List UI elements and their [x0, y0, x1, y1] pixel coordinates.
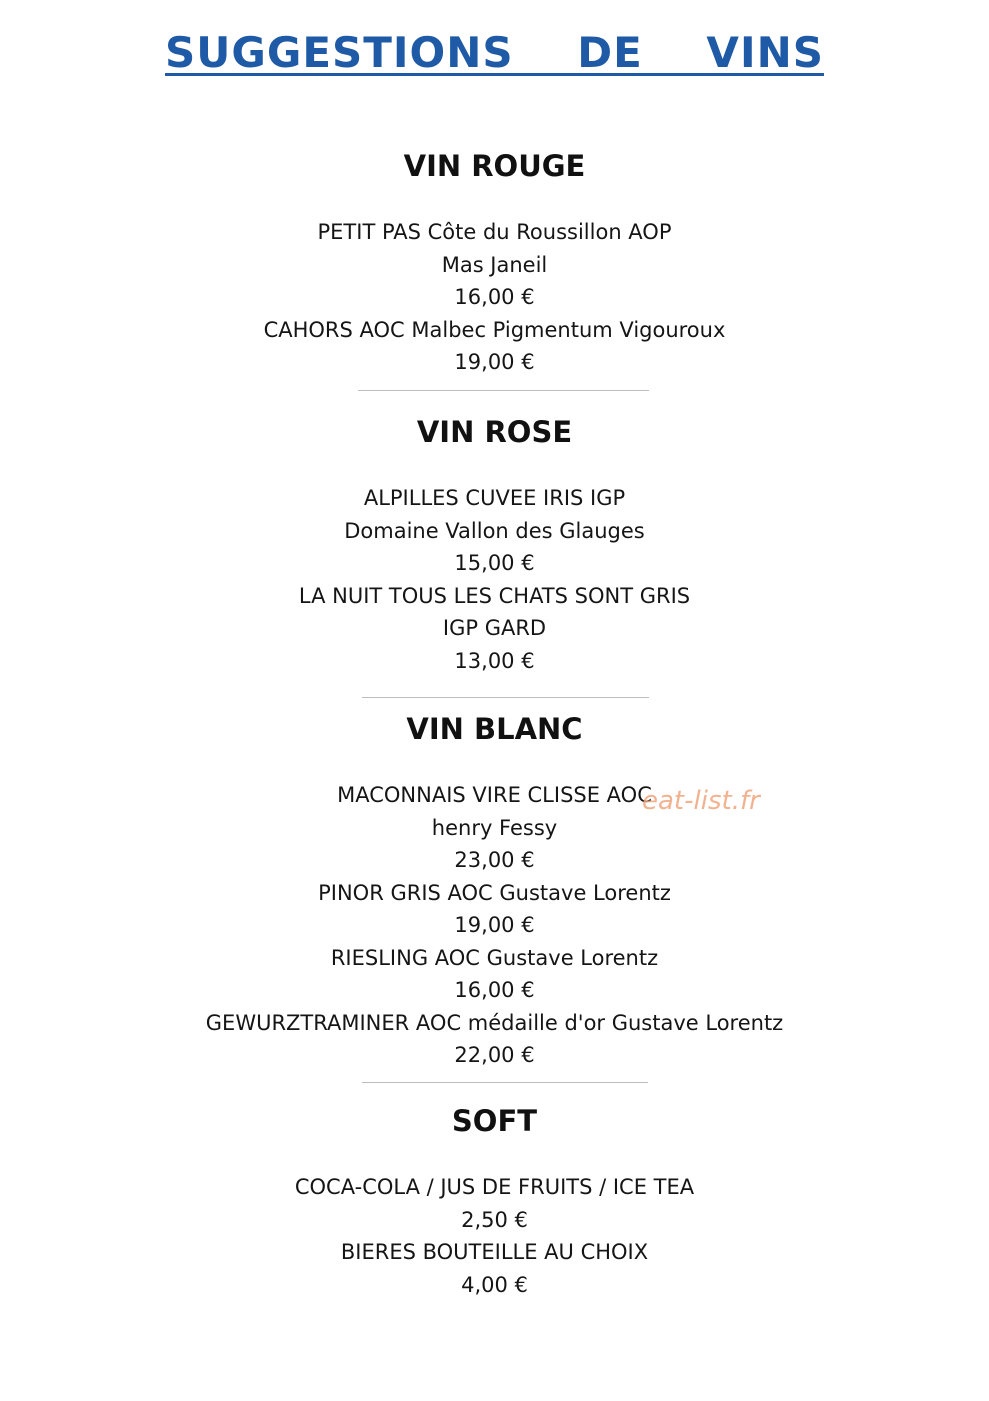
watermark: eat-list.fr: [642, 786, 760, 816]
section-vin-blanc: [0, 711, 989, 1072]
section-title: VIN ROUGE: [403, 149, 586, 183]
wine-name: MACONNAIS VIRE CLISSE AOC: [337, 783, 652, 807]
wine-producer: henry Fessy: [431, 815, 558, 840]
section-vin-rouge: [0, 148, 989, 379]
wine-price: 16,00 €: [454, 285, 535, 309]
wine-name: RIESLING AOC Gustave Lorentz: [330, 945, 659, 970]
section-vin-rose: [0, 414, 989, 677]
drink-price: 4,00 €: [461, 1272, 528, 1297]
wine-name: PINOR GRIS AOC Gustave Lorentz: [318, 880, 671, 905]
wine-price: 13,00 €: [454, 648, 535, 673]
section-title: SOFT: [451, 1104, 538, 1138]
drink-name: BIERES BOUTEILLE AU CHOIX: [340, 1240, 649, 1264]
wine-price: 22,00 €: [454, 1043, 535, 1067]
wine-name: LA NUIT TOUS LES CHATS SONT GRIS: [298, 583, 691, 608]
wine-price: 16,00 €: [454, 978, 535, 1002]
section-divider: [362, 697, 649, 698]
page-title: SUGGESTIONS DE VINS: [165, 28, 824, 77]
wine-producer: IGP GARD: [442, 616, 547, 640]
wine-price: 19,00 €: [454, 913, 535, 937]
section-title: VIN BLANC: [406, 712, 583, 746]
wine-name: GEWURZTRAMINER AOC médaille d'or Gustave Lorentz: [205, 1010, 784, 1035]
drink-name: COCA-COLA / JUS DE FRUITS / ICE TEA: [294, 1175, 695, 1199]
wine-name: CAHORS AOC Malbec Pigmentum Vigouroux: [263, 317, 726, 342]
wine-name: PETIT PAS Côte du Roussillon AOP: [317, 220, 672, 244]
section-divider: [358, 390, 649, 391]
wine-name: ALPILLES CUVEE IRIS IGP: [363, 486, 626, 510]
wine-producer: Domaine Vallon des Glauges: [344, 518, 645, 543]
wine-price: 19,00 €: [454, 350, 535, 374]
section-divider: [362, 1082, 648, 1083]
wine-producer: Mas Janeil: [441, 252, 548, 277]
wine-price: 23,00 €: [454, 848, 535, 872]
wine-price: 15,00 €: [454, 551, 535, 575]
drink-price: 2,50 €: [461, 1207, 528, 1232]
section-soft: [0, 1103, 989, 1301]
section-title: VIN ROSE: [416, 415, 573, 449]
